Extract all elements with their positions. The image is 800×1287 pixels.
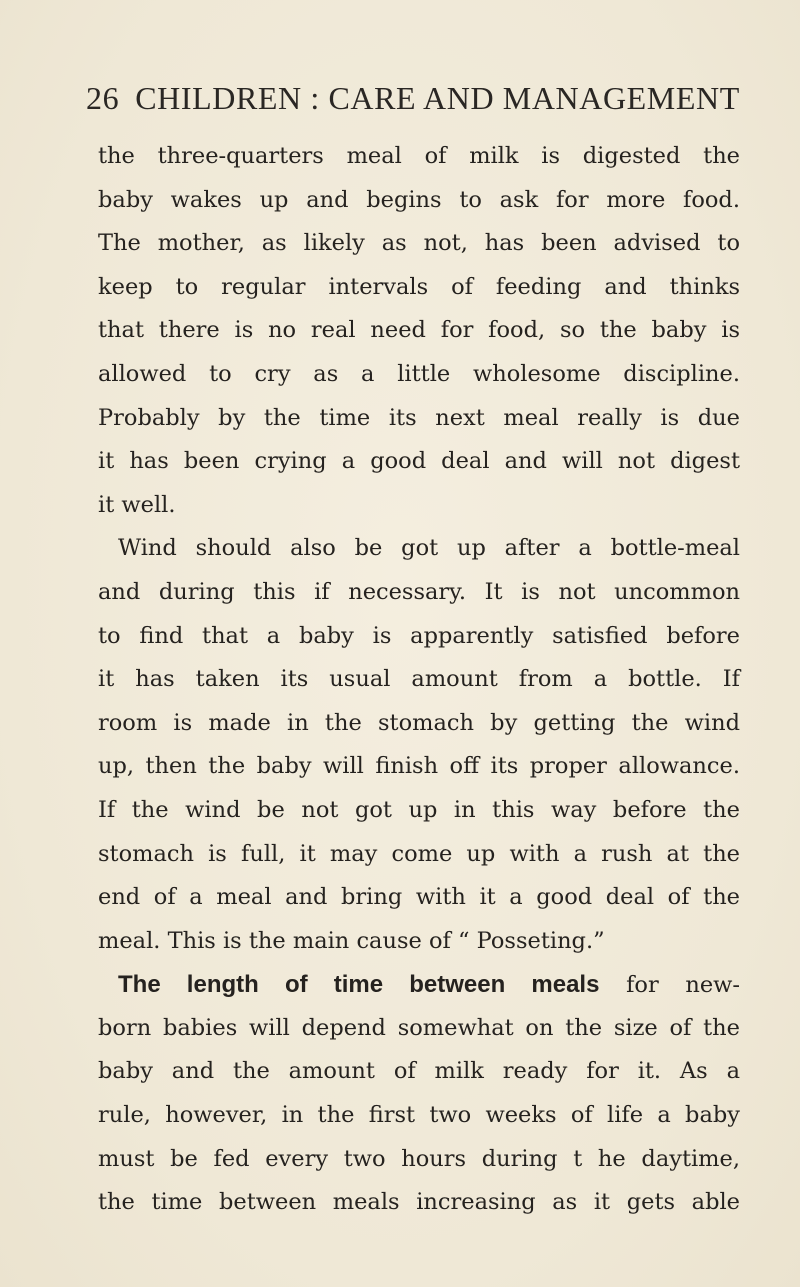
- text-line: the time between meals increasing as it gets able: [98, 1189, 740, 1216]
- text-line: stomach is full, it may come up with a rush at the: [98, 840, 740, 867]
- body-text: [98, 135, 740, 1225]
- text-run: for new-: [626, 972, 741, 999]
- text-line: meal. This is the main cause of “ Posseting.”: [98, 927, 605, 954]
- text-line: allowed to cry as a little wholesome discipline.: [98, 360, 740, 387]
- text-line: it has been crying a good deal and will not digest: [98, 448, 740, 475]
- text-line: keep to regular intervals of feeding and thinks: [98, 273, 740, 300]
- running-head-title: CHILDREN : CARE AND MANAGEMENT: [135, 80, 740, 116]
- text-line: The mother, as likely as not, has been advised to: [98, 230, 740, 257]
- text-line: up, then the baby will finish off its proper allowance.: [98, 753, 740, 780]
- text-line: the three-quarters meal of milk is digested the: [98, 143, 740, 169]
- paragraph-heading: The length of time between meals: [118, 971, 600, 999]
- text-line: room is made in the stomach by getting the wind: [98, 709, 740, 736]
- text-line: baby and the amount of milk ready for it. As a: [98, 1058, 740, 1085]
- text-line: end of a meal and bring with it a good deal of the: [98, 884, 740, 911]
- text-line: baby wakes up and begins to ask for more food.: [98, 186, 740, 213]
- text-line: born babies will depend somewhat on the size of the: [98, 1014, 740, 1041]
- text-line: must be fed every two hours during t he daytime,: [98, 1145, 740, 1172]
- text-line: it well.: [98, 491, 176, 518]
- running-head: [86, 80, 740, 117]
- text-line: it has taken its usual amount from a bottle. If: [98, 666, 740, 693]
- text-line: Probably by the time its next meal really is due: [98, 404, 740, 431]
- text-line: and during this if necessary. It is not uncommon: [98, 578, 740, 605]
- text-line: that there is no real need for food, so the baby is: [98, 317, 740, 344]
- text-line-with-heading: [98, 963, 740, 1007]
- text-line: Wind should also be got up after a bottle-meal: [118, 535, 740, 562]
- text-line: to find that a baby is apparently satisfied before: [98, 622, 740, 649]
- page-number: 26: [86, 80, 120, 116]
- text-line: If the wind be not got up in this way before the: [98, 796, 740, 823]
- text-line: rule, however, in the first two weeks of life a baby: [98, 1102, 740, 1129]
